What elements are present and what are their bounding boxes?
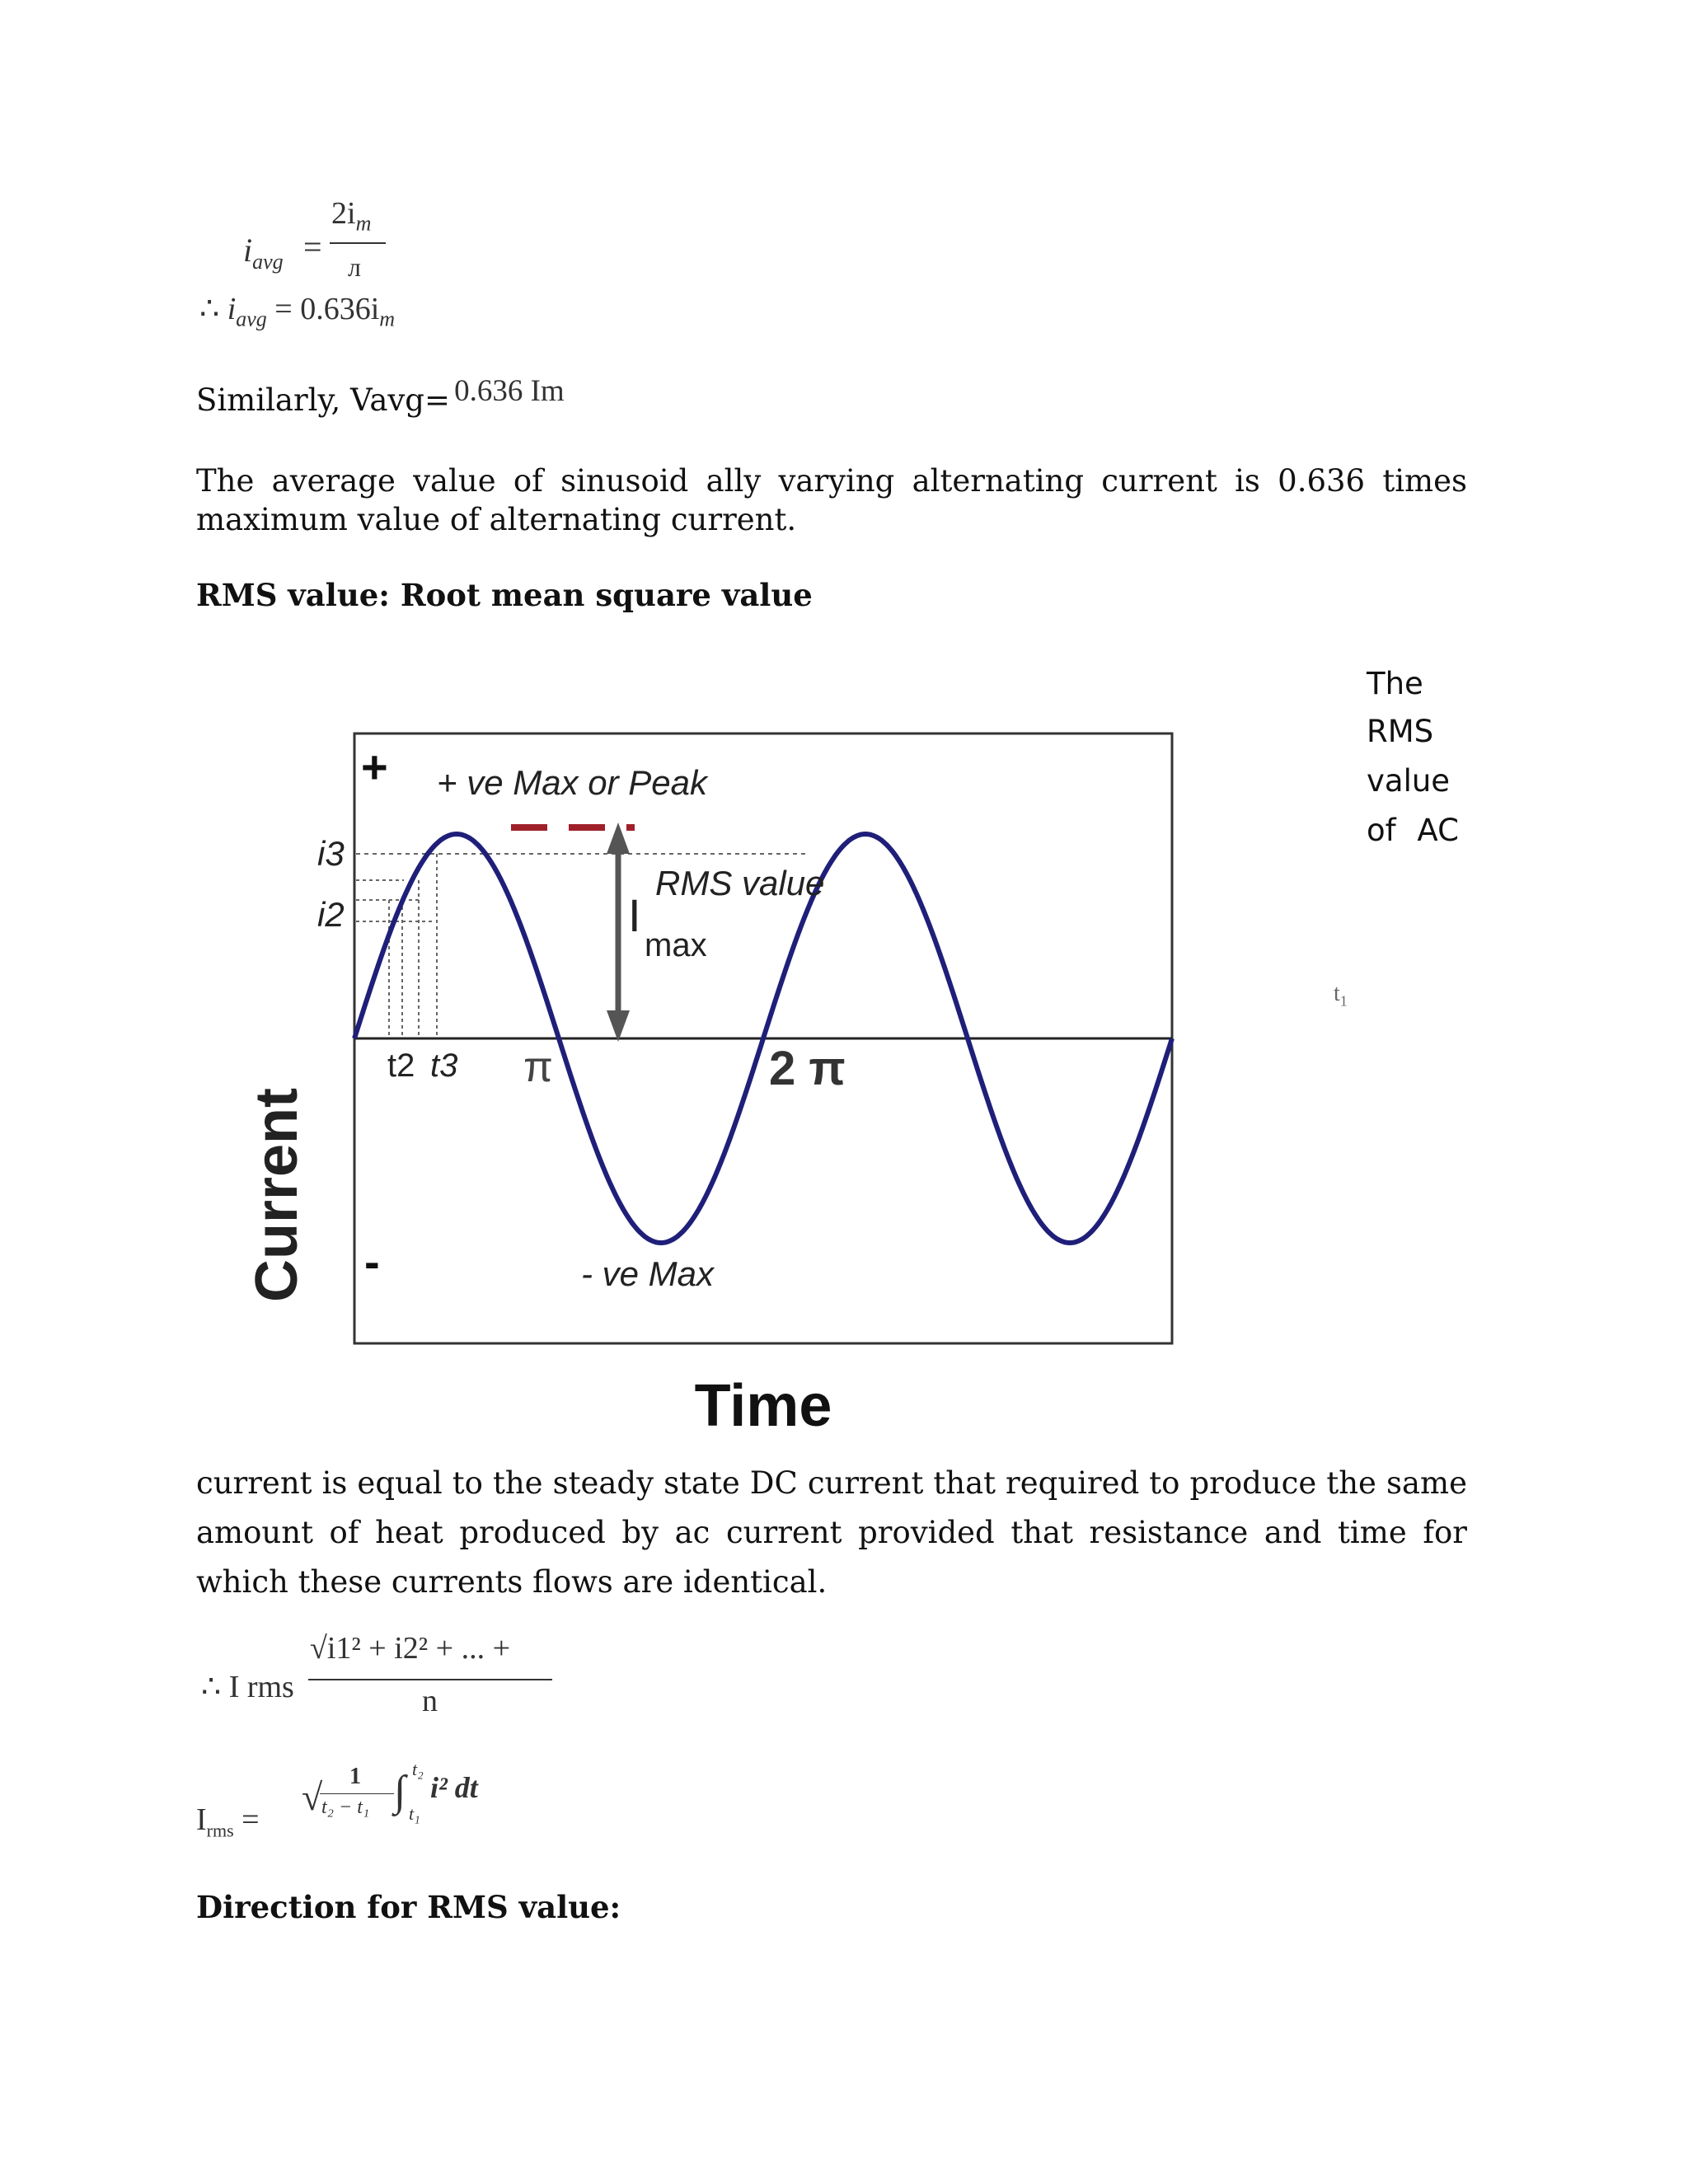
fraction-numerator: $2i_m$ — [331, 196, 372, 236]
iavg-rhs: = $0.636i_m$ — [274, 292, 396, 331]
rms1-fraction-bar — [308, 1679, 552, 1680]
sqrt-symbol: √ — [302, 1776, 323, 1818]
fraction-denominator: л — [348, 252, 361, 282]
label-pos-max: + ve Max or Peak — [437, 763, 707, 802]
similarly-prefix: Similarly, Vavg= — [196, 382, 450, 418]
similarly-value: 0.636 Im — [454, 374, 565, 408]
label-t3: t3 — [430, 1047, 458, 1084]
rms1-numerator: √i1² + i2² + ... + — [310, 1631, 511, 1666]
rms1-denominator: n — [422, 1684, 438, 1718]
rms-equation-1 — [201, 1633, 564, 1732]
label-i3: i3 — [317, 834, 345, 873]
rms2-lhs: $I_{rms}$ = — [196, 1802, 260, 1841]
similarly-line — [196, 374, 565, 419]
rms2-fraction-bar — [320, 1793, 394, 1794]
side-word-value: value — [1367, 763, 1451, 799]
label-imax-sub: max — [645, 927, 707, 963]
imax-arrow-up — [607, 823, 630, 854]
side-t1: $t_1$ — [1334, 981, 1348, 1010]
ylabel-current: Current — [244, 1087, 310, 1303]
rms-equation-2 — [196, 1755, 542, 1846]
label-pi: π — [523, 1043, 553, 1091]
label-neg-max: - ve Max — [581, 1254, 715, 1293]
fraction-bar — [330, 242, 386, 244]
plus-sign: + — [361, 741, 388, 793]
therefore-symbol: ∴ — [199, 292, 220, 326]
rms2-denominator: t₂ − t₁ — [321, 1797, 370, 1818]
integral-symbol: ∫ — [394, 1768, 406, 1815]
paragraph-average: The average value of sinusoid ally varying alternating current is 0.636 times maximum value of alternating current. — [196, 463, 1467, 537]
imax-arrow-down — [607, 1010, 630, 1042]
rms2-one: 1 — [349, 1764, 361, 1789]
side-word-of-ac: of AC — [1367, 813, 1459, 848]
minus-sign: - — [364, 1235, 380, 1287]
rms-figure — [231, 709, 1203, 1451]
side-word-the: The — [1367, 666, 1423, 701]
label-imax-I: I — [628, 889, 641, 941]
label-2pi: 2 π — [769, 1042, 846, 1095]
side-word-rms: RMS — [1367, 714, 1434, 749]
heading-rms: RMS value: Root mean square value — [196, 577, 813, 613]
equals-sign: = — [303, 228, 322, 265]
avg-equation-result — [199, 290, 395, 340]
xlabel-time: Time — [694, 1373, 832, 1439]
label-rms-value: RMS value — [655, 864, 825, 902]
heading-direction: Direction for RMS value: — [196, 1889, 621, 1925]
label-t2: t2 — [387, 1047, 415, 1084]
label-i2: i2 — [317, 895, 345, 934]
int-lower-limit: t₁ — [409, 1803, 420, 1824]
iavg-lhs: $i_{avg}$ — [243, 232, 284, 274]
rms1-lhs: ∴ I rms — [201, 1670, 294, 1704]
integrand: i² dt — [430, 1771, 478, 1804]
iavg-lhs-2: $i_{avg}$ — [227, 292, 267, 331]
int-upper-limit: t₂ — [412, 1759, 424, 1779]
paragraph-rms: current is equal to the steady state DC current that required to produce the same amount of heat produced by ac current provided that resistance and time for which these currents flows are identical. — [196, 1465, 1467, 1600]
